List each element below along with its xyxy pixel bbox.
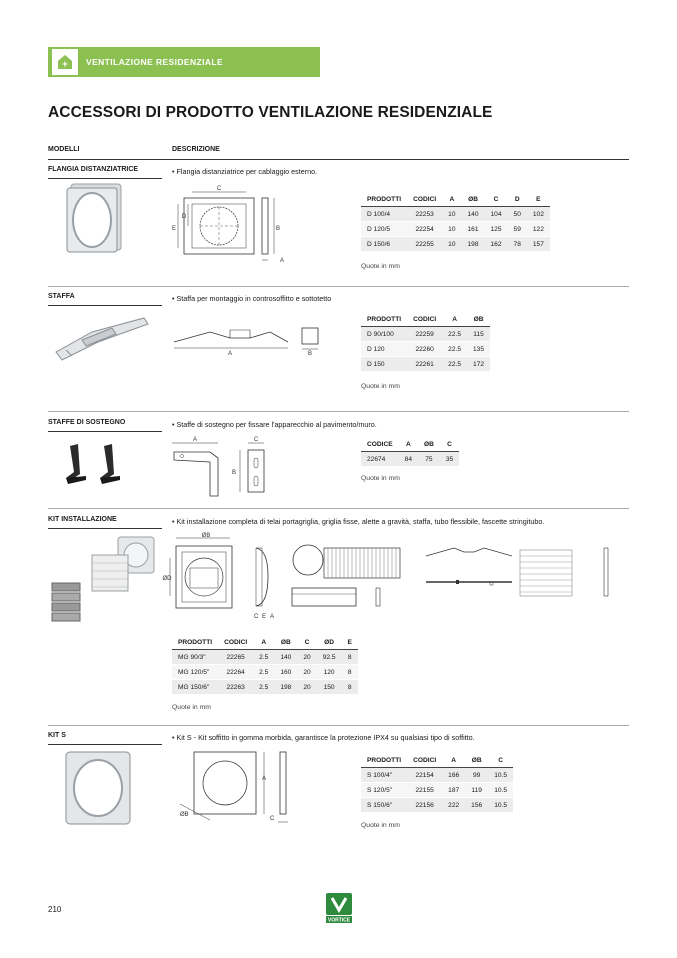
table-header-row xyxy=(361,437,459,452)
table-row xyxy=(361,798,513,813)
table-header: PRODOTTI xyxy=(361,753,407,768)
table-header: E xyxy=(342,635,358,650)
table-header: ØB xyxy=(467,312,490,327)
model-underline xyxy=(48,305,162,306)
table-cell: 99 xyxy=(465,768,488,783)
description-kits: • Kit S - Kit soffitto in gomma morbida, garantisce la protezione IPX4 su qualsiasi tipo di soffitto. xyxy=(172,733,475,742)
flangia-drawing xyxy=(170,182,290,264)
table-cell: 222 xyxy=(442,798,465,813)
table-cell: 10 xyxy=(442,207,461,222)
section-divider xyxy=(48,286,629,287)
staffa-photo xyxy=(52,312,152,362)
model-kits: KIT S xyxy=(48,732,66,739)
table-cell: 10 xyxy=(442,222,461,237)
kits-table xyxy=(361,753,513,813)
table-header-row xyxy=(361,753,513,768)
table-cell: 84 xyxy=(399,452,418,467)
model-underline xyxy=(48,744,162,745)
description-staffa: • Staffa per montaggio in controsoffitto e sottotetto xyxy=(172,294,332,303)
table-row xyxy=(361,342,490,357)
table-cell: 125 xyxy=(485,222,508,237)
table-cell: 140 xyxy=(274,650,297,665)
table-cell: 115 xyxy=(467,327,490,342)
page-title: ACCESSORI DI PRODOTTO VENTILAZIONE RESIDENZIALE xyxy=(48,104,493,121)
table-header: CODICI xyxy=(407,312,442,327)
table-cell: 2.5 xyxy=(253,665,274,680)
dim-label-b: B xyxy=(231,470,237,476)
table-cell: D 90/100 xyxy=(361,327,407,342)
table-cell: D 100/4 xyxy=(361,207,407,222)
model-staffa: STAFFA xyxy=(48,293,75,300)
section-divider xyxy=(48,508,629,509)
kits-photo xyxy=(62,748,134,828)
table-header: E xyxy=(527,192,550,207)
table-cell: 22265 xyxy=(218,650,253,665)
table-cell: 35 xyxy=(440,452,459,467)
table-cell: S 150/6" xyxy=(361,798,407,813)
table-header: C xyxy=(297,635,316,650)
table-row xyxy=(361,768,513,783)
table-row xyxy=(361,452,459,467)
table-cell: 8 xyxy=(342,665,358,680)
kit-drawing xyxy=(162,532,628,624)
table-cell: 22261 xyxy=(407,357,442,372)
table-cell: 59 xyxy=(508,222,527,237)
dim-label-a: A xyxy=(279,258,285,264)
table-cell: 102 xyxy=(527,207,550,222)
dim-label-c: C xyxy=(253,437,259,443)
table-cell: 22254 xyxy=(407,222,442,237)
dim-label-a: A xyxy=(192,437,198,443)
table-header: CODICI xyxy=(218,635,253,650)
sostegno-table xyxy=(361,437,459,467)
table-header: C xyxy=(488,753,513,768)
table-cell: 20 xyxy=(297,650,316,665)
table-cell: 160 xyxy=(274,665,297,680)
description-sostegno: • Staffe di sostegno per fissare l'apparecchio al pavimento/muro. xyxy=(172,420,377,429)
table-cell: D 150/6 xyxy=(361,237,407,252)
table-header-row xyxy=(361,312,490,327)
dim-label-c: C xyxy=(216,186,222,192)
dim-label-e: E xyxy=(262,614,267,620)
table-header: PRODOTTI xyxy=(172,635,218,650)
table-header: D xyxy=(508,192,527,207)
table-header: A xyxy=(253,635,274,650)
table-cell: 2.5 xyxy=(253,650,274,665)
table-cell: 198 xyxy=(462,237,485,252)
table-cell: MG 120/5" xyxy=(172,665,218,680)
table-cell: D 120/5 xyxy=(361,222,407,237)
description-kit: • Kit installazione completa di telai portagriglia, griglia fisse, alette a gravità, staffa, tubo flessibile, fascette stringitubo. xyxy=(172,517,545,526)
flangia-photo xyxy=(65,182,125,254)
table-cell: 172 xyxy=(467,357,490,372)
units-note: Quote in mm xyxy=(361,475,400,482)
table-cell: 22674 xyxy=(361,452,399,467)
table-cell: 156 xyxy=(465,798,488,813)
sostegno-drawing xyxy=(170,438,280,498)
table-cell: 161 xyxy=(462,222,485,237)
table-row xyxy=(172,650,358,665)
table-cell: 2.5 xyxy=(253,680,274,695)
table-row xyxy=(361,222,550,237)
table-row xyxy=(172,665,358,680)
table-cell: S 120/5" xyxy=(361,783,407,798)
model-flangia: FLANGIA DISTANZIATRICE xyxy=(48,166,139,173)
table-header: A xyxy=(442,312,467,327)
dim-label-a: A xyxy=(262,776,267,782)
table-cell: MG 90/3" xyxy=(172,650,218,665)
table-cell: 8 xyxy=(342,650,358,665)
section-divider xyxy=(48,411,629,412)
column-header-models: MODELLI xyxy=(48,146,80,153)
table-cell: 162 xyxy=(485,237,508,252)
header-divider xyxy=(48,159,629,160)
table-header: ØB xyxy=(418,437,440,452)
table-header: C xyxy=(440,437,459,452)
dim-label-c: C xyxy=(254,614,259,620)
table-cell: 22264 xyxy=(218,665,253,680)
dim-label-b: ØB xyxy=(201,533,211,539)
table-cell: 104 xyxy=(485,207,508,222)
table-cell: 10.5 xyxy=(488,768,513,783)
column-header-description: DESCRIZIONE xyxy=(172,146,220,153)
kits-drawing xyxy=(170,748,300,830)
staffa-drawing xyxy=(170,324,330,360)
description-flangia: • Flangia distanziatrice per cablaggio esterno. xyxy=(172,167,318,176)
table-cell: 187 xyxy=(442,783,465,798)
table-cell: D 150 xyxy=(361,357,407,372)
units-note: Quote in mm xyxy=(361,383,400,390)
table-cell: 22.5 xyxy=(442,342,467,357)
dim-label-c: C xyxy=(270,816,275,822)
vortice-logo xyxy=(326,893,352,923)
svg-text:VORTICE: VORTICE xyxy=(327,917,351,924)
table-header: ØB xyxy=(462,192,485,207)
table-cell: 22253 xyxy=(407,207,442,222)
table-row xyxy=(361,237,550,252)
table-cell: 22255 xyxy=(407,237,442,252)
table-cell: 22263 xyxy=(218,680,253,695)
table-header: ØD xyxy=(317,635,342,650)
units-note: Quote in mm xyxy=(361,822,400,829)
kit-photo xyxy=(48,533,158,628)
table-cell: 22259 xyxy=(407,327,442,342)
table-cell: 8 xyxy=(342,680,358,695)
table-cell: 22156 xyxy=(407,798,442,813)
house-icon xyxy=(52,49,78,75)
table-header-row xyxy=(361,192,550,207)
table-cell: 198 xyxy=(274,680,297,695)
table-cell: 22154 xyxy=(407,768,442,783)
table-header: PRODOTTI xyxy=(361,312,407,327)
model-underline xyxy=(48,528,162,529)
section-banner xyxy=(48,47,320,77)
table-cell: 22.5 xyxy=(442,357,467,372)
table-header: CODICE xyxy=(361,437,399,452)
table-cell: 10 xyxy=(442,237,461,252)
table-row xyxy=(361,207,550,222)
dim-label-d: ØD xyxy=(162,576,172,582)
table-cell: 78 xyxy=(508,237,527,252)
table-row xyxy=(361,327,490,342)
units-note: Quote in mm xyxy=(172,704,211,711)
table-cell: 20 xyxy=(297,680,316,695)
model-underline xyxy=(48,431,162,432)
table-cell: 140 xyxy=(462,207,485,222)
model-kit: KIT INSTALLAZIONE xyxy=(48,516,117,523)
table-header: A xyxy=(442,753,465,768)
table-cell: 150 xyxy=(317,680,342,695)
table-header: PRODOTTI xyxy=(361,192,407,207)
table-cell: 75 xyxy=(418,452,440,467)
table-header: A xyxy=(399,437,418,452)
table-cell: 120 xyxy=(317,665,342,680)
units-note: Quote in mm xyxy=(361,263,400,270)
page-number: 210 xyxy=(48,905,62,914)
dim-label-b: B xyxy=(307,351,313,357)
section-label: VENTILAZIONE RESIDENZIALE xyxy=(86,57,224,67)
table-row xyxy=(361,357,490,372)
table-header-row xyxy=(172,635,358,650)
table-cell: 10.5 xyxy=(488,798,513,813)
table-header: C xyxy=(485,192,508,207)
model-sostegno: STAFFE DI SOSTEGNO xyxy=(48,419,126,426)
dim-label-d: D xyxy=(181,214,187,220)
table-row xyxy=(172,680,358,695)
table-header: CODICI xyxy=(407,753,442,768)
table-header: ØB xyxy=(274,635,297,650)
staffa-table xyxy=(361,312,490,372)
table-cell: 22260 xyxy=(407,342,442,357)
dim-label-b: B xyxy=(275,226,281,232)
dim-label-a: A xyxy=(270,614,275,620)
sostegno-photo xyxy=(64,440,134,488)
table-row xyxy=(361,783,513,798)
model-underline xyxy=(48,178,162,179)
dim-label-e: E xyxy=(171,226,177,232)
table-header: ØB xyxy=(465,753,488,768)
flangia-table xyxy=(361,192,550,252)
table-cell: 22155 xyxy=(407,783,442,798)
table-cell: 92.5 xyxy=(317,650,342,665)
table-cell: 119 xyxy=(465,783,488,798)
table-cell: S 100/4" xyxy=(361,768,407,783)
section-divider xyxy=(48,725,629,726)
table-cell: 10.5 xyxy=(488,783,513,798)
table-cell: 135 xyxy=(467,342,490,357)
table-cell: 22.5 xyxy=(442,327,467,342)
table-cell: 122 xyxy=(527,222,550,237)
table-header: CODICI xyxy=(407,192,442,207)
table-cell: 166 xyxy=(442,768,465,783)
dim-label-a: A xyxy=(227,351,233,357)
kit-table xyxy=(172,635,358,695)
table-header: A xyxy=(442,192,461,207)
table-cell: MG 150/6" xyxy=(172,680,218,695)
dim-label-b: ØB xyxy=(180,812,189,818)
table-cell: 157 xyxy=(527,237,550,252)
table-cell: 50 xyxy=(508,207,527,222)
table-cell: D 120 xyxy=(361,342,407,357)
table-cell: 20 xyxy=(297,665,316,680)
